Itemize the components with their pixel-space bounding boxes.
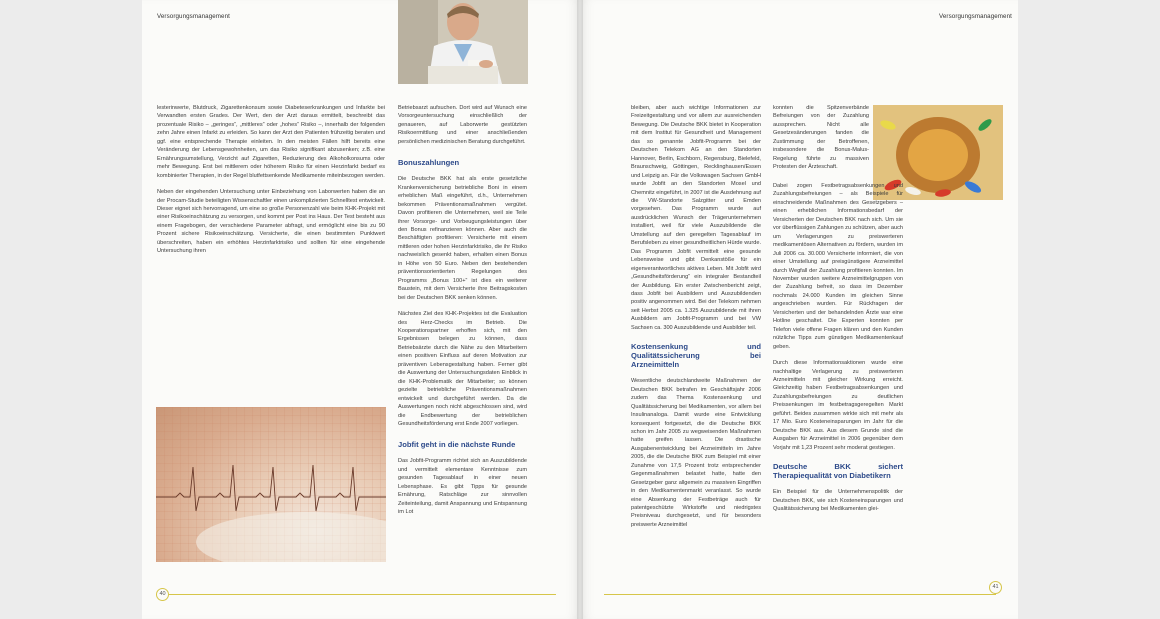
running-header-left: Versorgungsmanagement	[157, 13, 230, 20]
paragraph: Nächstes Ziel des KHK-Projektes ist die Evaluation des Herz-Checks im Betrieb. Die Kooperationspartner erhoffen sich, mit den Ergebnissen belegen zu können, dass Betriebsärzte durch die Nähe zu den Mitarbeitern einen positiven Einfluss auf deren Motivation zur präventiven Lebensgestaltung haben. Ferner gibt die Auswertung der Untersuchungsdaten Einblick in die KHK-Problematik der Mitarbeiter; so können gezielte betriebliche Präventionsmaßnahmen entwickelt und durchgeführt werden. Da die Auswertungen noch nicht abgeschlossen sind, wird die Endbewertung der betrieblichen Gesundheitsförderung erst Ende 2007 vorliegen.	[398, 311, 527, 427]
footer-rule-left	[156, 594, 556, 595]
running-header-right: Versorgungsmanagement	[939, 13, 1012, 20]
heading-diabetiker: Deutsche BKK sichert Therapiequalität von Diabetikern	[773, 462, 903, 481]
paragraph: bleiben, aber auch wichtige Informationen zur Freizeitgestaltung und vor allem zur ausreichenden Bewegung. Die Deutsche BKK bietet in Kooperation mit dem Institut für Gesundheit und Management das so genannte Jobfit-Programm bei der Deutschen Telekom AG an den Standorten Hannover, Berlin, Eschborn, Regensburg, Bielefeld, Braunschweig, Göttingen, Recklinghausen/Essen und Leipzig an. Für die Volkswagen Sachsen GmbH wurde Jobfit an den Standorten Mosel und Chemnitz eingeführt, in 2007 ist die Ausdehnung auf die VW-Standorte Salzgitter und Emden vorgesehen. Das Programm wurde auf ausdrücklichen Wunsch der Trägerunternehmen installiert, weil für viele Auszubildende die Umstellung auf den geregelten Tagesablauf im Berufsleben zu einer gesundheitlichen Hürde wurde. Das Programm Jobfit vermittelt eine gesunde Lebensweise und gibt Denkanstöße für ein eigenverantwortliches aktives Leben. Mit Jobfit wird „Gesundheitsförderung“ ein integraler Bestandteil der Ausbildung. Ein erster Zwischenbericht zeigt, dass Jobfit bei Ausbildern und Auszubildenden positiv angenommen wird. Bei der Telekom nehmen seit Herbst 2005 ca. 1.325 Auszubildende mit ihren Ausbildern am Jobfit-Programm und bei VW Sachsen ca. 300 Auszubildende und Ausbilder teil.	[631, 105, 761, 331]
paragraph: lesterinwerte, Blutdruck, Zigarettenkonsum sowie Diabeteserkrankungen und Infarkte bei Verwandten ersten Grades. Der Wert, den der Arzt daraus ermittelt, beschreibt das prozentuale Risiko – „geringes“, „mittleres“ oder „hohes“ Risiko –, innerhalb der folgenden zehn Jahre einen Infarkt zu erleiden. So kann der Arzt den Patienten frühzeitig beraten und ggf. eine entsprechende Therapie einleiten. In den meisten Fällen hilft bereits eine Veränderung der Lebensgewohnheiten, um das Risiko signifikant abzusenken; z.B. eine Ernährungsumstellung, Verzicht auf Zigaretten, Reduzierung des Alkoholkonsums oder mehr Bewegung. Erst bei mittlerem oder höherem Risiko für einen Herzinfarkt bedarf es kombinierter Therapien, in der Regel blutfettsenkende Medikamente miteinbezogen werden.	[157, 105, 385, 179]
right-column-2-top	[773, 104, 869, 180]
paragraph: Dabei zogen Festbetragsabsenkungen und Zuzahlungsbefreiungen – als Beispiele für einschneidende Maßnahmen des Gesetzgebers – einen erheblichen Informationsbedarf der Versicherten der Deutschen BKK nach sich. Um sie vor überflüssigen Zahlungen zu schützen, aber auch um Verlagerungen zu preiswerteren medikamentösen Alternativen zu fördern, wurden im Juli 2006 ca. 30.000 Versicherte informiert, die von einer Umstellung auf preisgünstigere Arzneimittel durch Wegfall der Zuzahlung profitieren konnten. Im November wurden weitere Arzneimittelgruppen von der Zuzahlung befreit, so dass im Dezember nochmals 24.000 Kunden im gleichen Sinne angeschrieben wurden. Für Rückfragen der Versicherten und der behandelnden Ärzte war eine Hotline geschaltet. Die Experten konnten per Telefon viele offene Fragen klären und den Kunden nützliche Tipps zum günstigen Medikamentenkauf geben.	[773, 183, 903, 350]
paragraph: Das Jobfit-Programm richtet sich an Auszubildende und vermittelt elementare Kenntnisse zum gesunden Tagesablauf in einer neuen Lebensphase. Es gibt Tipps für gesunde Ernährung, Ratschläge zur sinnvollen Zeiteinteilung, damit Anspannung und Entspannung im Lot	[398, 458, 527, 516]
photo-doctor-writing	[398, 0, 528, 84]
left-column-1	[157, 104, 385, 264]
paragraph: Wesentliche deutschlandweite Maßnahmen der Deutschen BKK betrafen im Geschäftsjahr 2006 zudem das Thema Kostensenkung und Qualitätssicherung bei Medikamenten, vor allem bei Insulinanaloga. Damit wurde eine Entwicklung konsequent fortgesetzt, die die Deutsche BKK schon im Jahr 2005 zu wegweisenden Maßnahmen hatte greifen lassen. Die drastische Ausgabenentwicklung bei Arzneimitteln im Jahre 2005, die die Deutsche BKK zum Beispiel mit einer Zunahme von 17,5 Prozent trotz entsprechender Gegenmaßnahmen belastet hatte, hatte den Gesetzgeber ganz allgemein zu massiven Eingriffen in den Medikamentenmarkt veranlasst. So wurde eine Absenkung der Festbeträge auch für patentgeschützte Wirkstoffe und niedrigstes Preisniveau durchgesetzt, und für besonders preiswerte Arzneimittel	[631, 378, 761, 528]
page-number-right: 41	[989, 581, 1002, 594]
right-column-2	[773, 182, 903, 521]
paragraph: Betriebsarzt aufsuchen. Dort wird auf Wunsch eine Vorsorgeuntersuchung einschließlich der genaueren, auf Laborwerte gestützten Risikoermittlung und einer anschließenden persönlichen medizinischen Beratung durchgeführt.	[398, 105, 527, 145]
paragraph: Neben der eingehenden Untersuchung unter Einbeziehung von Laborwerten haben die an der Procam-Studie beteiligten Wissenschaftler einen unkomplizierten Schnelltest entwickelt. Dieser eignet sich hervorragend, um eine so große Personenzahl wie beim KHK-Projekt mit einer Risikoeinschätzung zu versorgen, und kommt per Post ins Haus. Der Test besteht aus einem Fragebogen, der verschiedene Parameter abfragt, und ermöglicht eine bis zu 90 Prozent sichere Risikoeinschätzung. Versicherte, die einen bestimmten Punktwert überschreiten, haben ein erhöhtes Herzinfarktrisiko und sollten für eine eingehende Untersuchung ihren	[157, 189, 385, 255]
heading-jobfit: Jobfit geht in die nächste Runde	[398, 440, 516, 450]
paragraph: Ein Beispiel für die Unternehmenspolitik der Deutschen BKK, wie sich Kosteneinsparungen und Qualitätssicherung bei Medikamenten glei-	[773, 489, 903, 512]
book-spine	[577, 0, 583, 619]
heading-kostensenkung: Kostensenkung und Qualitätssicherung bei Arzneimitteln	[631, 342, 761, 370]
paragraph: konnten die Spitzenverbände Befreiungen von der Zuzahlung aussprechen. Nicht alle Gesetzesänderungen fanden die Zustimmung der Betroffenen, insbesondere die Bonus-Malus-Regelung führte zu massiven Protesten der Ärzteschaft.	[773, 105, 869, 171]
footer-rule-right	[604, 594, 996, 595]
heading-bonuszahlungen: Bonuszahlungen	[398, 158, 460, 168]
right-column-1	[631, 104, 761, 537]
photo-ecg-strip	[156, 407, 386, 562]
paragraph: Die Deutsche BKK hat als erste gesetzliche Krankenversicherung betriebliche Boni in einem erheblichen Maß eingeführt, d.h., Unternehmen bekommen Präventionsmaßnahmen vergütet. Davon profitieren die Unternehmen, weil sie Teile ihrer Vorsorge- und Vorbeugungsleistungen über den Bonus refinanzieren können. Aber auch die Beschäftigten profitieren: Versicherte mit einem mittleren oder hohen Herzinfarktrisiko, die ihr Risiko nachweislich gesenkt haben, erhalten einen Bonus in Höhe von 50 Euro. Neben den bestehenden präventionsorientierten Regelungen des Programms „Bonus 100+“ ist dies ein weiterer Baustein, mit dem Versicherte ihre Beitragskosten bei der Deutschen BKK senken können.	[398, 176, 527, 301]
paragraph: Durch diese Informationsaktionen wurde eine nachhaltige Verlagerung zu preiswerteren Arzneimitteln mit gleicher Wirkung erreicht. Gleichzeitig haben Festbetragsabsenkungen und Zuzahlungsbefreiungen zu deutlichen Preissenkungen im festbetragsgeregelten Markt geführt. Beides zusammen wirkte sich mit mehr als 17 Mio. Euro Kosteneinsparungen im Jahr für die Deutsche BKK aus. Aus diesem Grunde sind die Ausgaben für Arzneimittel in 2006 gegenüber dem Vorjahr mit 1,23 Prozent sehr moderat gestiegen.	[773, 360, 903, 451]
left-column-2	[398, 104, 527, 525]
page-number-left: 40	[156, 588, 169, 601]
